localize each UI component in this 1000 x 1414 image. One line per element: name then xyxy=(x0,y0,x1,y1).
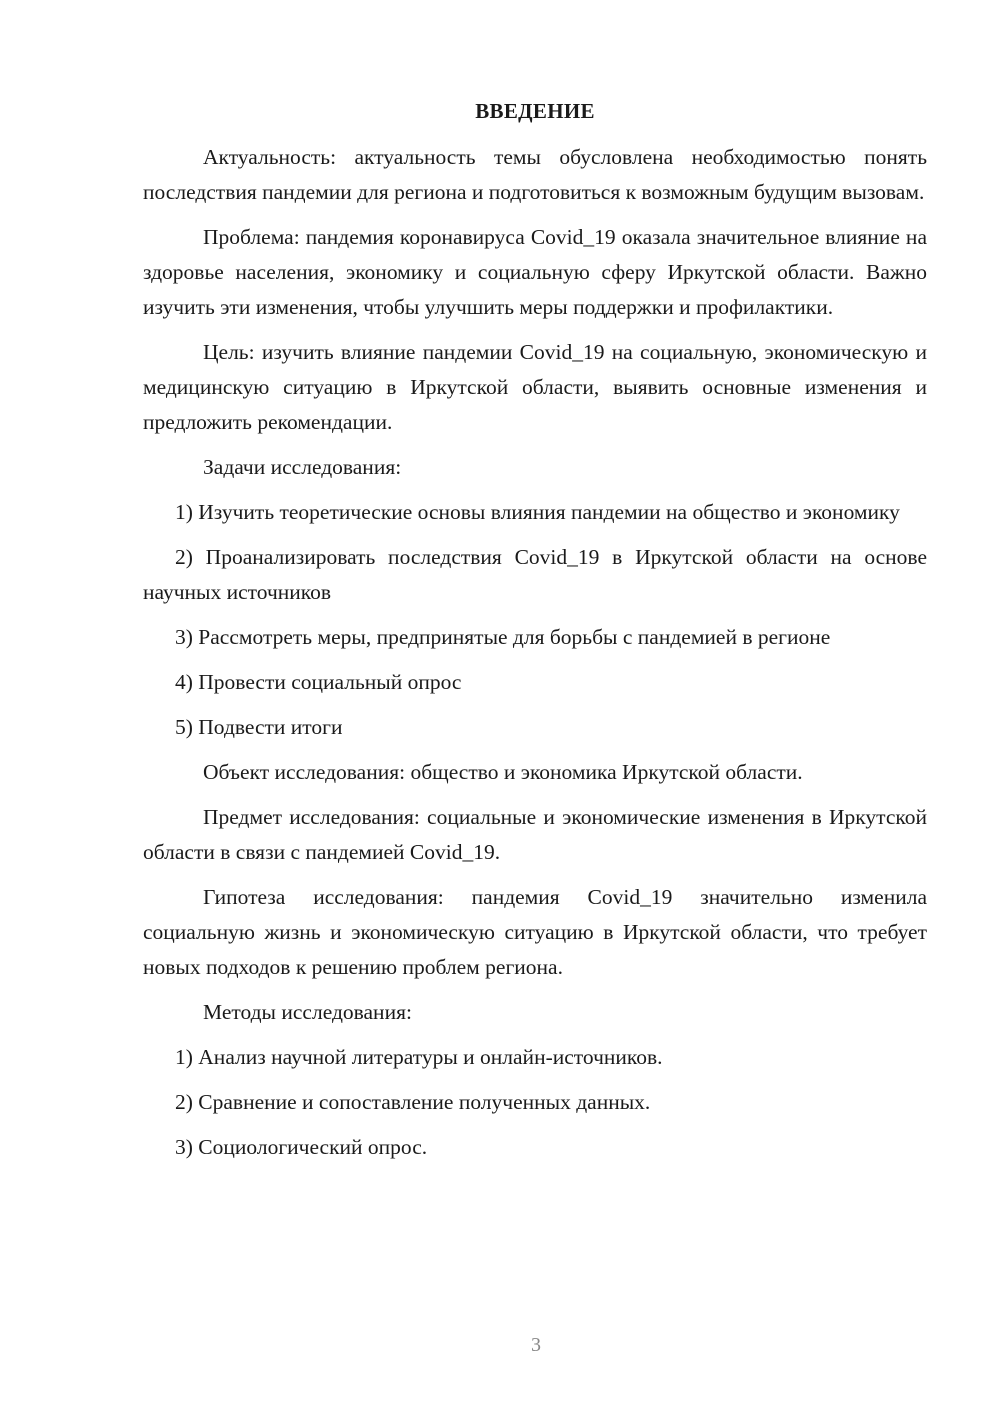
section-title: ВВЕДЕНИЕ xyxy=(475,99,595,123)
task-item: 2) Проанализировать последствия Covid_19 в Иркутской области на основе научных источников xyxy=(143,545,927,604)
tasks-heading: Задачи исследования: xyxy=(203,455,402,479)
hypothesis-paragraph: Гипотеза исследования: пандемия Covid_19 значительно изменила социальную жизнь и экономическую ситуацию в Иркутской области, что требует новых подходов к решению проблем региона. xyxy=(143,885,927,979)
method-item: 1) Анализ научной литературы и онлайн-источников. xyxy=(175,1045,663,1069)
methods-heading: Методы исследования: xyxy=(203,1000,412,1024)
task-item: 3) Рассмотреть меры, предпринятые для борьбы с пандемией в регионе xyxy=(175,625,831,649)
methods-list xyxy=(143,1040,927,1165)
task-item: 5) Подвести итоги xyxy=(175,715,343,739)
subject-paragraph: Предмет исследования: социальные и экономические изменения в Иркутской области в связи с пандемией Covid_19. xyxy=(143,805,927,864)
method-item: 3) Социологический опрос. xyxy=(175,1135,428,1159)
tasks-list xyxy=(143,495,927,745)
document-page xyxy=(143,96,927,1175)
relevance-paragraph: Актуальность: актуальность темы обусловлена необходимостью понять последствия пандемии для региона и подготовиться к возможным будущим вызовам. xyxy=(143,145,927,204)
object-paragraph: Объект исследования: общество и экономика Иркутской области. xyxy=(203,760,803,784)
task-item: 4) Провести социальный опрос xyxy=(175,670,462,694)
method-item: 2) Сравнение и сопоставление полученных данных. xyxy=(175,1090,651,1114)
goal-paragraph: Цель: изучить влияние пандемии Covid_19 на социальную, экономическую и медицинскую ситуацию в Иркутской области, выявить основные изменения и предложить рекомендации. xyxy=(143,340,927,434)
page-number: 3 xyxy=(531,1334,541,1356)
problem-paragraph: Проблема: пандемия коронавируса Covid_19 оказала значительное влияние на здоровье населения, экономику и социальную сферу Иркутской области. Важно изучить эти изменения, чтобы улучшить меры поддержки и профилактики. xyxy=(143,225,927,319)
task-item: 1) Изучить теоретические основы влияния пандемии на общество и экономику xyxy=(175,500,900,524)
